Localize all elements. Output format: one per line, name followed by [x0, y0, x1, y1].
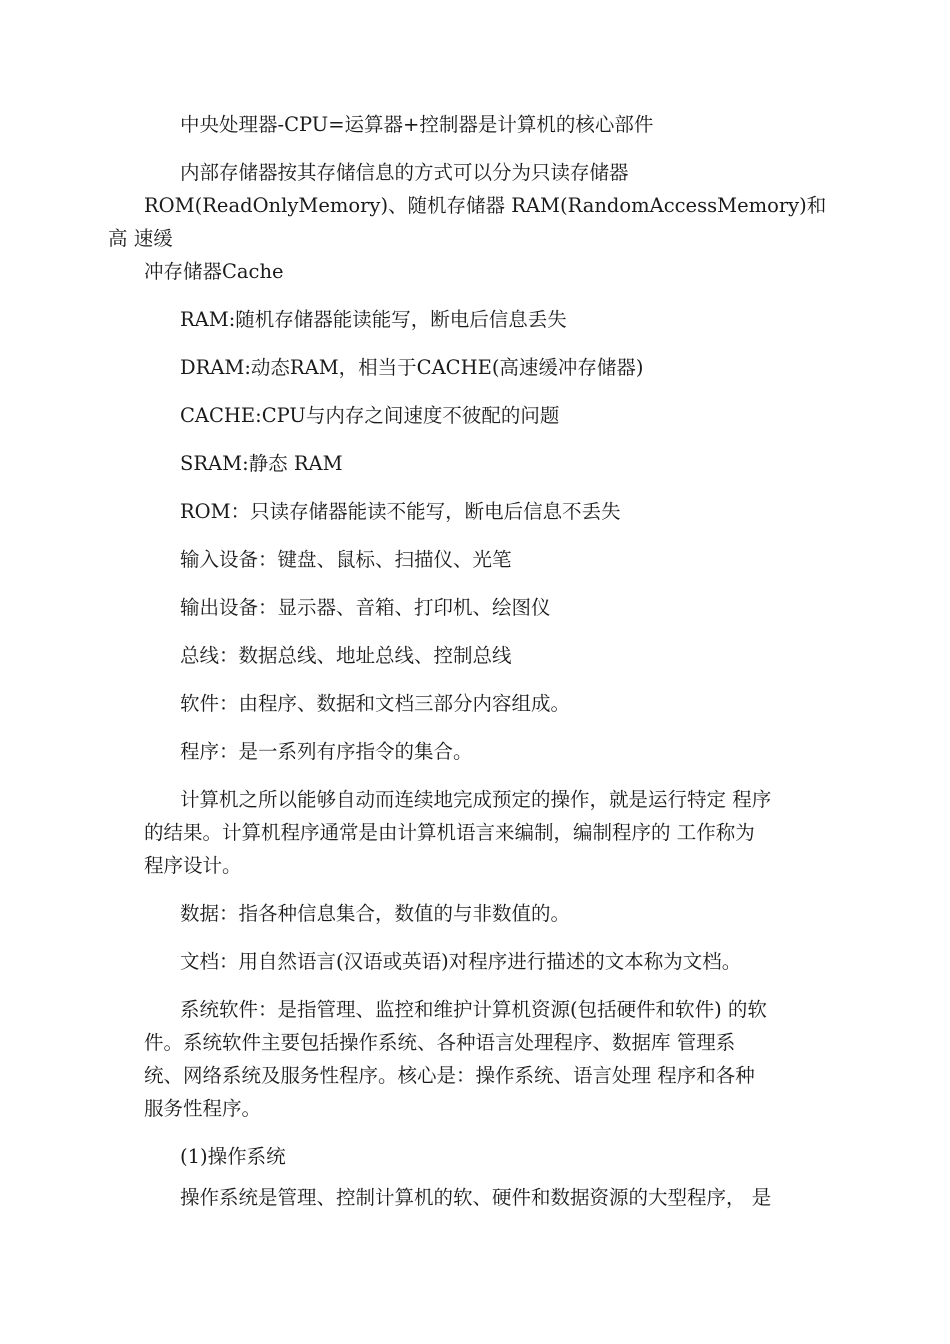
text-line: RAM:随机存储器能读能写，断电后信息丢失: [180, 308, 567, 331]
text-line: 计算机之所以能够自动而连续地完成预定的操作，就是运行特定 程序: [180, 788, 772, 811]
paragraph-program-design: [144, 783, 834, 882]
paragraph-rom: [144, 495, 834, 528]
paragraph-data: [144, 897, 834, 930]
text-line: 输入设备：键盘、鼠标、扫描仪、光笔: [180, 548, 512, 571]
text-line: 系统软件：是指管理、监控和维护计算机资源(包括硬件和软件) 的软: [180, 998, 767, 1021]
paragraph-output-devices: [144, 591, 834, 624]
text-line: 软件：由程序、数据和文档三部分内容组成。: [180, 692, 571, 715]
paragraph-documentation: [144, 945, 834, 978]
section-heading-operating-system: [144, 1140, 834, 1173]
paragraph-program: [144, 735, 834, 768]
paragraph-input-devices: [144, 543, 834, 576]
document-body: [108, 108, 834, 1229]
text-line: DRAM:动态RAM，相当于CACHE(高速缓冲存储器): [180, 356, 644, 379]
text-line: ROM(ReadOnlyMemory)、随机存储器 RAM(RandomAccessMemory)和高 速缓: [108, 194, 827, 250]
paragraph-cache: [144, 399, 834, 432]
text-line: CACHE:CPU与内存之间速度不彼配的问题: [180, 404, 560, 427]
text-line: 程序：是一系列有序指令的集合。: [180, 740, 473, 763]
text-line: 中央处理器-CPU=运算器+控制器是计算机的核心部件: [180, 113, 654, 136]
text-line: 冲存储器Cache: [144, 260, 284, 283]
text-line: 输出设备：显示器、音箱、打印机、绘图仪: [180, 596, 551, 619]
paragraph-software: [144, 687, 834, 720]
text-line: 文档：用自然语言(汉语或英语)对程序进行描述的文本称为文档。: [180, 950, 742, 973]
text-line: 内部存储器按其存储信息的方式可以分为只读存储器: [180, 161, 629, 184]
text-line: 总线：数据总线、地址总线、控制总线: [180, 644, 512, 667]
text-line: 统、网络系统及服务性程序。核心是：操作系统、语言处理 程序和各种: [144, 1064, 755, 1087]
paragraph-sram: [144, 447, 834, 480]
text-line: 程序设计。: [144, 854, 242, 877]
paragraph-bus: [144, 639, 834, 672]
paragraph-operating-system: [144, 1181, 834, 1214]
text-line: SRAM:静态 RAM: [180, 452, 343, 475]
text-line: 操作系统是管理、控制计算机的软、硬件和数据资源的大型程序， 是: [180, 1186, 772, 1209]
text-line: 的结果。计算机程序通常是由计算机语言来编制，编制程序的 工作称为: [144, 821, 755, 844]
text-line: 件。系统软件主要包括操作系统、各种语言处理程序、数据库 管理系: [144, 1031, 736, 1054]
text-line: (1)操作系统: [180, 1145, 286, 1168]
text-line: 数据：指各种信息集合，数值的与非数值的。: [180, 902, 571, 925]
paragraph-system-software: [144, 993, 834, 1125]
text-line: ROM：只读存储器能读不能写，断电后信息不丢失: [180, 500, 621, 523]
text-line: 服务性程序。: [144, 1097, 262, 1120]
paragraph-dram: [144, 351, 834, 384]
paragraph-cpu: [144, 108, 834, 141]
paragraph-internal-memory: [108, 156, 834, 288]
paragraph-ram: [144, 303, 834, 336]
